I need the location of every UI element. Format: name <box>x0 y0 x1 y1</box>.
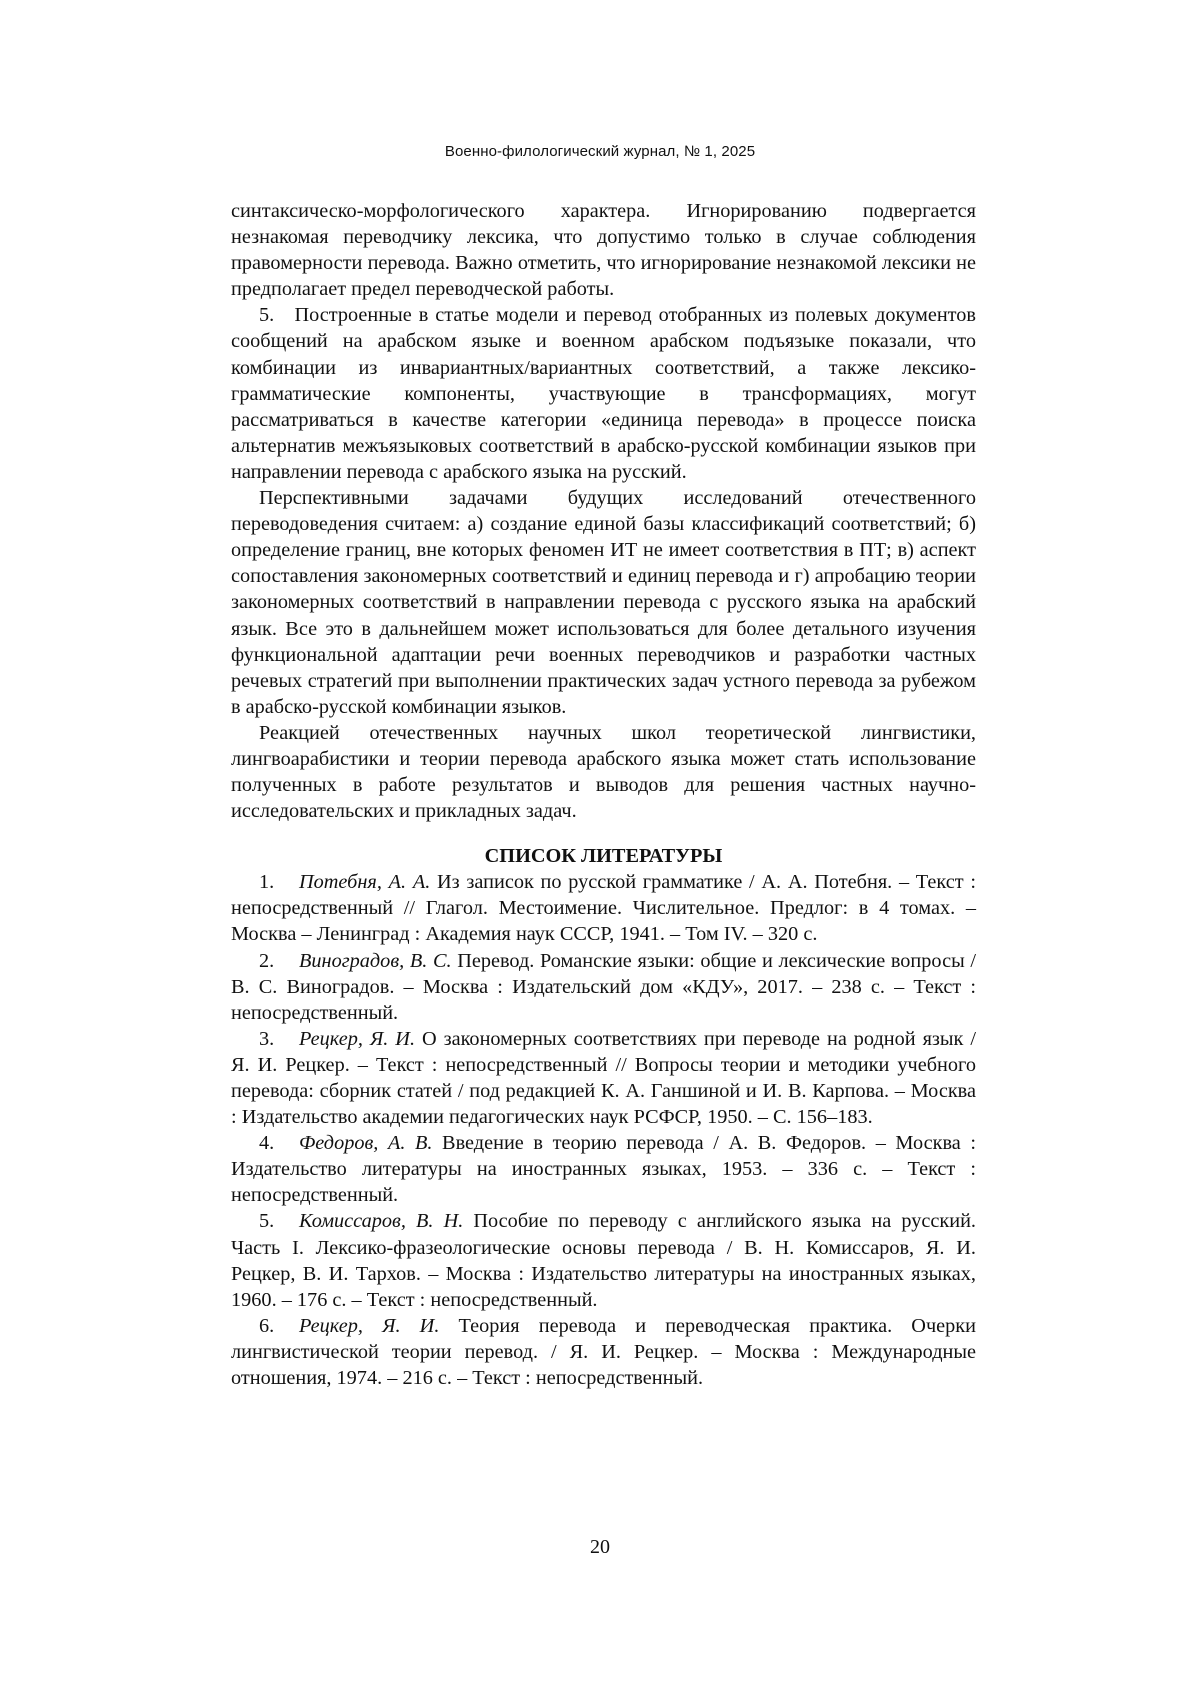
page-number: 20 <box>590 1536 610 1558</box>
reference-number: 3. <box>259 1027 275 1050</box>
reference-number: 1. <box>259 871 275 894</box>
paragraph-perspectives: Перспективными задачами будущих исследований отечественного переводоведения считаем: а) создание единой базы классификаций соответствий; б) определение границ, вне которых феномен ИТ не имеет соответствия в ПТ; в) аспект сопоставления закономерных соответствий и единиц перевода и г) апробацию теории закономерных соответствий в направлении перевода с русского языка на арабский язык. Все это в дальнейшем может использоваться для более детального изучения функциональной адаптации речи военных переводчиков и разработки частных речевых стратегий при выполнении практических задач устного перевода за рубежом в арабско-русской комбинации языков. <box>231 487 976 718</box>
reference-number: 6. <box>259 1314 275 1337</box>
references-list <box>231 869 976 1391</box>
reference-number: 5. <box>259 1210 275 1233</box>
references-heading: СПИСОК ЛИТЕРАТУРЫ <box>484 845 723 868</box>
reference-author: Федоров, А. В. <box>299 1132 433 1155</box>
reference-number: 2. <box>259 949 275 972</box>
reference-text: Перевод. Романские языки: общие и лексические вопросы / В. С. Виноградов. – Москва : Издательский дом «КДУ», 2017. – 238 с. – Текст : непосредственный. <box>231 949 976 1024</box>
reference-text: О закономерных соответствиях при переводе на родной язык / Я. И. Рецкер. – Текст : непосредственный // Вопросы теории и методики учебного перевода: сборник статей / под редакцией К. А. Ганшиной и И. В. Карпова. – Москва : Издательство академии педагогических наук РСФСР, 1950. – С. 156–183. <box>231 1027 977 1129</box>
reference-author: Рецкер, Я. И. <box>299 1027 416 1050</box>
reference-text: Пособие по переводу с английского языка на русский. Часть I. Лексико-фразеологические основы перевода / В. Н. Комиссаров, Я. И. Рецкер, В. И. Тархов. – Москва : Издательство литературы на иностранных языках, 1960. – 176 с. – Текст : непосредственный. <box>231 1210 976 1311</box>
reference-item <box>231 1026 976 1130</box>
reference-item <box>231 1313 976 1391</box>
running-header: Военно-филологический журнал, № 1, 2025 <box>444 143 756 160</box>
reference-item <box>231 948 976 1026</box>
reference-author: Комиссаров, В. Н. <box>299 1210 464 1233</box>
reference-author: Потебня, А. А. <box>299 871 431 894</box>
reference-item <box>231 1130 976 1208</box>
reference-text: Теория перевода и переводческая практика. Очерки лингвистической теории перевод. / Я. И. Рецкер. – Москва : Международные отношения, 1974. – 216 с. – Текст : непосредственный. <box>231 1314 976 1390</box>
reference-item <box>231 1208 976 1312</box>
reference-item <box>231 869 976 947</box>
paragraph-reaction: Реакцией отечественных научных школ теоретической лингвистики, лингвоарабистики и теории перевода арабского языка может стать использование полученных в работе результатов и выводов для решения частных научно-исследовательских и прикладных задач. <box>231 721 976 823</box>
paragraph-conclusion-5: 5. Построенные в статье модели и перевод отобранных из полевых документов сообщений на арабском языке и военном арабском подъязыке показали, что комбинации из инвариантных/вариантных соответствий, а также лексико-грамматические компоненты, участвующие в трансформациях, могут рассматриваться в качестве категории «единица перевода» в процессе поиска альтернатив межъязыковых соответствий в арабско-русской комбинации языков при направлении перевода с арабского языка на русский. <box>231 304 976 483</box>
paragraph-continued: синтаксическо-морфологического характера. Игнорированию подвергается незнакомая переводчику лексика, что допустимо только в случае соблюдения правомерности перевода. Важно отметить, что игнорирование незнакомой лексики не предполагает предел переводческой работы. <box>231 200 976 301</box>
reference-author: Виноградов, В. С. <box>299 949 452 972</box>
reference-number: 4. <box>259 1132 275 1155</box>
reference-text: Из записок по русской грамматике / А. А. Потебня. – Текст : непосредственный // Глагол. Местоимение. Числительное. Предлог: в 4 томах. – Москва – Ленинград : Академия наук СССР, 1941. – Том IV. – 320 с. <box>231 871 976 946</box>
reference-author: Рецкер, Я. И. <box>299 1314 440 1337</box>
article-body <box>231 198 976 1391</box>
reference-text: Введение в теорию перевода / А. В. Федоров. – Москва : Издательство литературы на иностранных языках, 1953. – 336 с. – Текст : непосредственный. <box>231 1132 976 1207</box>
